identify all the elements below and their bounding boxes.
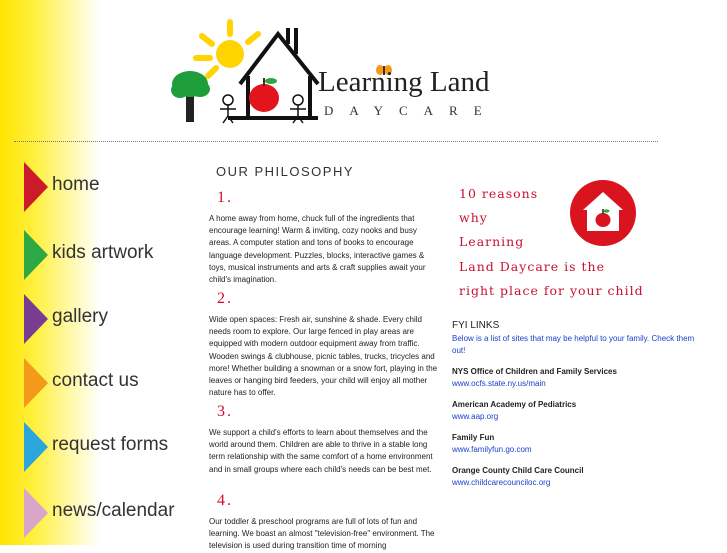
philosophy-number: 3. (217, 403, 233, 420)
fyi-links-section (452, 320, 702, 498)
nav-label-home: home (52, 174, 100, 195)
tree-icon (171, 71, 210, 122)
link-url[interactable]: www.ocfs.state.ny.us/main (452, 379, 546, 388)
reasons-line: 10 reasons (459, 186, 539, 201)
reasons-line: Learning (459, 234, 525, 250)
fyi-link-item (452, 366, 702, 390)
fyi-link-item (452, 465, 702, 489)
philosophy-paragraph: We support a child's efforts to learn about themselves and the world around them. Children are able to thrive in a stable long term relationship with the same comfort of a home environment and in small groups where each child's needs can be best met. (209, 428, 433, 474)
nav-label-contact-us: contact us (52, 370, 139, 391)
fyi-link-item (452, 432, 702, 456)
philosophy-number: 1. (217, 189, 233, 206)
apple-icon (249, 78, 279, 112)
nav-item-kids-artwork[interactable] (24, 230, 209, 280)
nav-item-contact-us[interactable] (24, 358, 209, 408)
link-url[interactable]: www.childcarecounciloc.org (452, 478, 551, 487)
nav-item-news-calendar[interactable] (24, 488, 209, 538)
philosophy-number: 4. (217, 492, 233, 509)
nav-label-request-forms: request forms (52, 434, 169, 455)
link-url[interactable]: www.familyfun.go.com (452, 445, 532, 454)
nav-item-request-forms[interactable] (24, 422, 209, 472)
apple-house-icon (569, 179, 637, 247)
reasons-line: why (459, 210, 488, 226)
link-url[interactable]: www.aap.org (452, 412, 499, 421)
fyi-intro: Below is a list of sites that may be helpful to your family. Check them out! (452, 334, 695, 355)
arrow-icon (24, 422, 48, 472)
philosophy-paragraph: Our toddler & preschool programs are full of lots of fun and learning. We boast an almost "television-free" environment. The television is used during transition time of morning (209, 517, 435, 551)
arrow-icon (24, 488, 48, 538)
link-title: NYS Office of Children and Family Services (452, 367, 617, 376)
fyi-heading: FYI LINKS (452, 320, 500, 331)
header-divider (14, 141, 658, 142)
reasons-line: right place for your child (459, 282, 644, 298)
link-title: American Academy of Pediatrics (452, 400, 577, 409)
link-title: Orange County Child Care Council (452, 466, 584, 475)
philosophy-number: 2. (217, 290, 233, 307)
nav-item-home[interactable] (24, 162, 209, 212)
arrow-icon (24, 358, 48, 408)
arrow-icon (24, 294, 48, 344)
reasons-line: Land Daycare is the (459, 258, 605, 274)
logo-subtitle: DAYCARE (324, 103, 498, 118)
philosophy-heading: OUR PHILOSOPHY (216, 164, 355, 179)
logo-title: Learning Land (318, 66, 490, 98)
philosophy-paragraph: A home away from home, chuck full of the ingredients that encourage learning! Warm & inviting, cozy nooks and busy areas. A computer station and tons of books to encourage language development. Puzzles, blocks, interactive games & toys, musical instruments and arts & craft supplies await your child's imagination. (209, 214, 426, 285)
nav-label-news-calendar: news/calendar (52, 500, 175, 521)
nav-item-gallery[interactable] (24, 294, 209, 344)
fyi-link-item (452, 399, 702, 423)
sun-icon (196, 22, 258, 76)
arrow-icon (24, 230, 48, 280)
link-title: Family Fun (452, 433, 495, 442)
arrow-icon (24, 162, 48, 212)
philosophy-paragraph: Wide open spaces: Fresh air, sunshine & shade. Every child needs room to explore. Our large fenced in play areas are equipped with modern outdoor equipment away from traffic. Wooden swings & clubhouse, picnic tables, trucks, tricycles and more! Whether building a snowman or a snow fort, playing in the leaves or hanging bird feeders, your child will enjoy all mother nature has to offer. (209, 315, 438, 398)
nav-label-gallery: gallery (52, 306, 108, 327)
nav-label-kids-artwork: kids artwork (52, 242, 154, 263)
